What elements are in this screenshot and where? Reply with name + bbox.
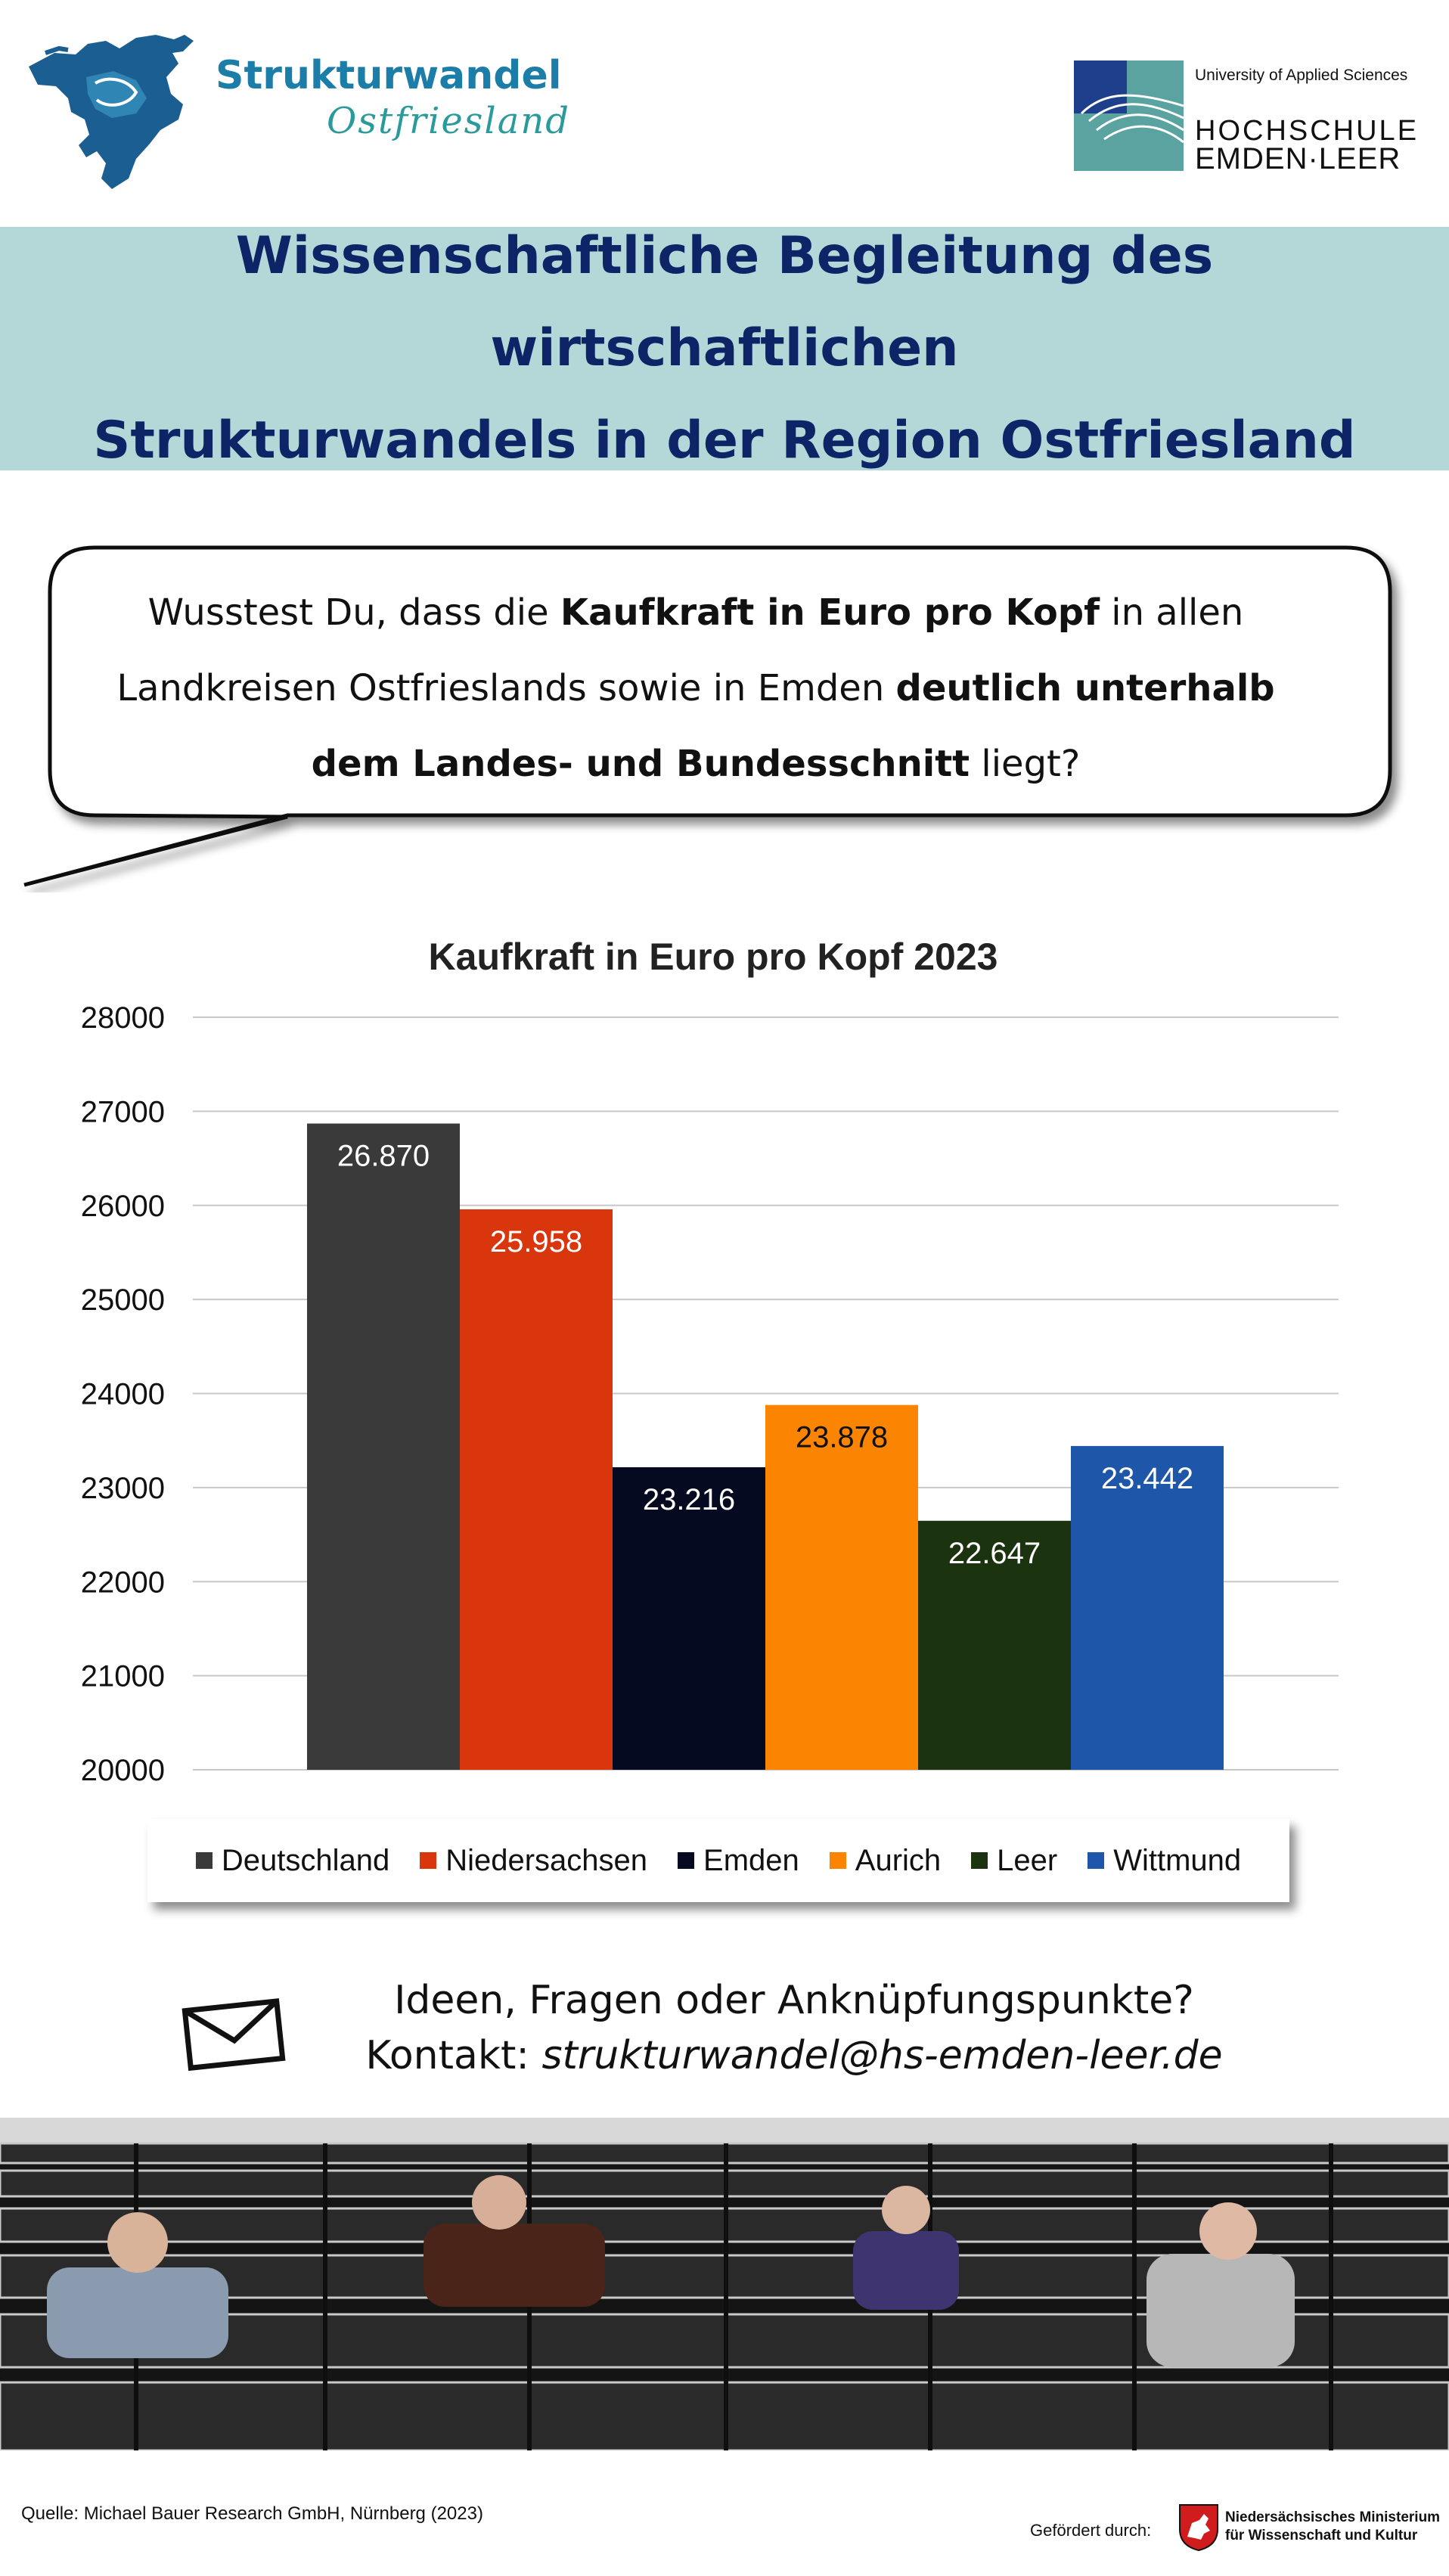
bubble-bold-3: dem Landes- und Bundesschnitt bbox=[311, 743, 970, 785]
legend-item-emden bbox=[678, 1844, 799, 1878]
strukturwandel-logo bbox=[23, 30, 590, 204]
legend-swatch bbox=[971, 1852, 988, 1869]
bubble-bold-1: Kaufkraft in Euro pro Kopf bbox=[560, 591, 1100, 634]
legend-item-aurich bbox=[830, 1844, 941, 1878]
y-tick-label: 27000 bbox=[80, 1095, 165, 1129]
contact-line bbox=[303, 2033, 1286, 2078]
brand-title: Strukturwandel bbox=[216, 53, 562, 98]
envelope-icon bbox=[182, 1997, 287, 2072]
y-tick-label: 21000 bbox=[80, 1659, 165, 1693]
chart-bars bbox=[307, 1124, 1224, 1770]
legend-item-deutschland bbox=[196, 1844, 389, 1878]
y-tick-label: 25000 bbox=[80, 1283, 165, 1317]
ministry-name-2: für Wissenschaft und Kultur bbox=[1225, 2528, 1418, 2543]
funded-by-label: Gefördert durch: bbox=[1030, 2521, 1152, 2540]
hochschule-emblem-icon bbox=[1074, 61, 1187, 174]
bar-aurich bbox=[765, 1405, 918, 1770]
bubble-text-4: liegt? bbox=[970, 743, 1081, 785]
data-label-deutschland: 26.870 bbox=[337, 1139, 430, 1173]
bubble-text bbox=[83, 575, 1308, 802]
source-note: Quelle: Michael Bauer Research GmbH, Nürnberg (2023) bbox=[21, 2503, 483, 2524]
page-title bbox=[44, 210, 1405, 487]
data-label-aurich: 23.878 bbox=[795, 1420, 889, 1454]
ostfriesland-map-icon bbox=[23, 30, 219, 204]
legend-item-wittmund bbox=[1088, 1844, 1241, 1878]
legend-swatch bbox=[420, 1852, 436, 1869]
hochschule-logo bbox=[1074, 61, 1420, 175]
legend-label: Deutschland bbox=[221, 1843, 390, 1877]
legend-item-niedersachsen bbox=[420, 1844, 647, 1878]
brand-subtitle: Ostfriesland bbox=[327, 100, 570, 142]
chart-title: Kaufkraft in Euro pro Kopf 2023 bbox=[428, 936, 998, 978]
bubble-text-1: Wusstest Du, dass die bbox=[147, 591, 560, 634]
legend-label: Leer bbox=[997, 1843, 1058, 1877]
data-label-leer: 22.647 bbox=[948, 1536, 1041, 1570]
y-tick-label: 20000 bbox=[80, 1754, 165, 1787]
y-tick-label: 24000 bbox=[80, 1377, 165, 1411]
bar-chart bbox=[0, 908, 1449, 1800]
bubble-text-3: Landkreisen Ostfrieslands sowie in Emden bbox=[116, 667, 896, 709]
page-title-line-2: Strukturwandels in der Region Ostfriesland bbox=[93, 411, 1356, 470]
legend-swatch bbox=[830, 1852, 846, 1869]
bar-niedersachsen bbox=[460, 1209, 613, 1770]
chart-y-ticks bbox=[81, 1001, 165, 1787]
ministry-coat-of-arms-icon bbox=[1178, 2503, 1219, 2552]
contact-label: Kontakt: bbox=[365, 2033, 542, 2078]
bubble-bold-2: deutlich unterhalb bbox=[895, 667, 1275, 709]
legend-item-leer bbox=[971, 1844, 1057, 1878]
legend-label: Emden bbox=[703, 1843, 799, 1877]
legend-label: Wittmund bbox=[1113, 1843, 1242, 1877]
legend-swatch bbox=[678, 1852, 694, 1869]
bar-deutschland bbox=[307, 1124, 460, 1770]
university-name-1: HOCHSCHULE bbox=[1195, 115, 1420, 147]
y-tick-label: 28000 bbox=[80, 1001, 165, 1035]
university-name-2: EMDEN·LEER bbox=[1195, 142, 1401, 175]
y-tick-label: 23000 bbox=[80, 1471, 165, 1505]
title-banner bbox=[0, 227, 1449, 470]
university-subtitle: University of Applied Sciences bbox=[1195, 67, 1408, 84]
chart-legend bbox=[147, 1819, 1289, 1902]
page-title-line-1: Wissenschaftliche Begleitung des wirtschaftlichen bbox=[235, 226, 1214, 378]
legend-label: Niedersachsen bbox=[445, 1843, 648, 1877]
y-tick-label: 22000 bbox=[80, 1566, 165, 1600]
contact-email-link[interactable]: strukturwandel@hs-emden-leer.de bbox=[541, 2033, 1223, 2078]
data-label-niedersachsen: 25.958 bbox=[489, 1224, 583, 1259]
data-label-emden: 23.216 bbox=[642, 1483, 736, 1517]
legend-swatch bbox=[196, 1852, 213, 1869]
bubble-text-2: in allen bbox=[1100, 591, 1244, 634]
ministry-name-1: Niedersächsisches Ministerium bbox=[1225, 2509, 1441, 2525]
legend-label: Aurich bbox=[855, 1843, 942, 1877]
data-label-wittmund: 23.442 bbox=[1100, 1461, 1194, 1495]
legend-swatch bbox=[1088, 1852, 1104, 1869]
contact-question: Ideen, Fragen oder Anknüpfungspunkte? bbox=[394, 1978, 1194, 2023]
y-tick-label: 26000 bbox=[80, 1189, 165, 1223]
team-photo bbox=[0, 2118, 1449, 2450]
